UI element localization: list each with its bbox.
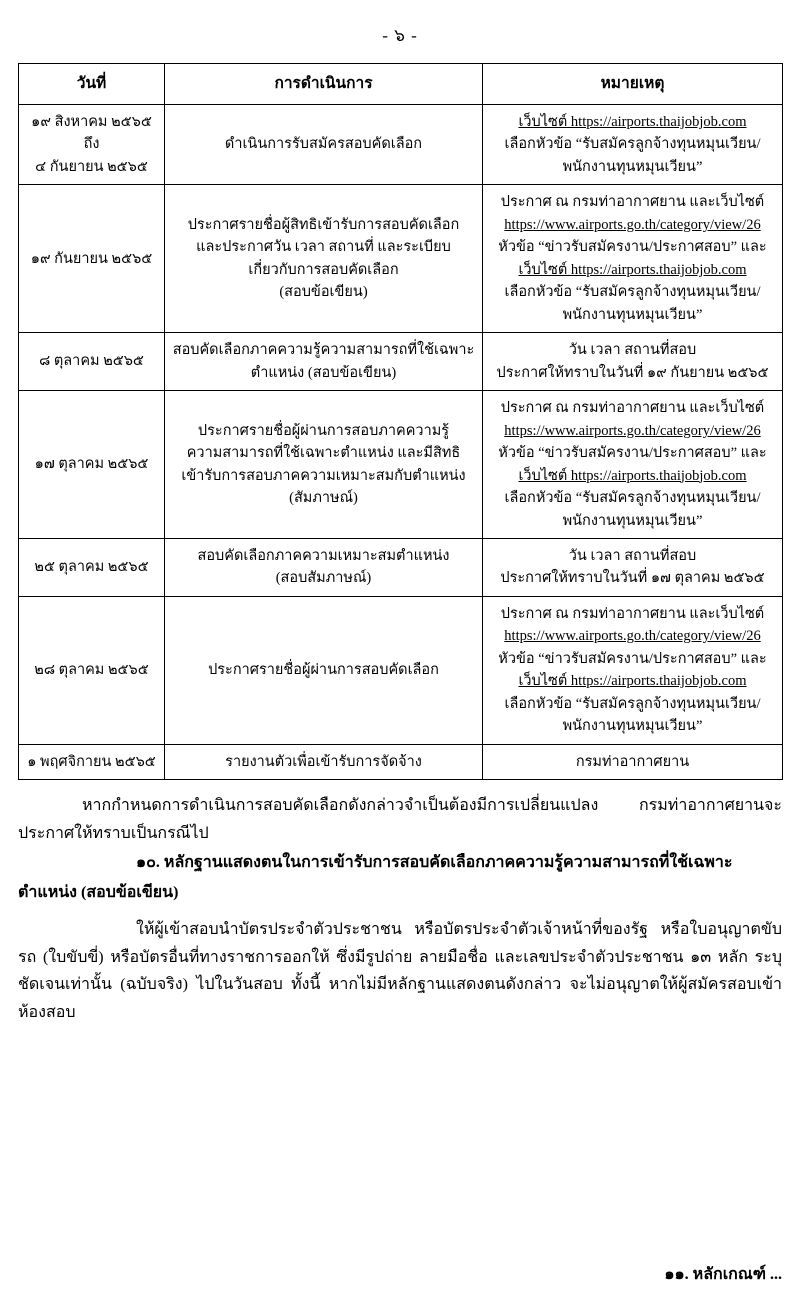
cell-note	[483, 185, 783, 333]
column-header-action: การดำเนินการ	[165, 64, 483, 105]
page-number: - ๖ -	[382, 26, 418, 45]
body-text	[18, 792, 782, 1026]
cell-date	[19, 105, 165, 185]
text-line: (สอบข้อเขียน)	[279, 284, 368, 301]
text-line: ๘ ตุลาคม ๒๕๖๕	[39, 353, 144, 370]
text-line: ๑๙ กันยายน ๒๕๖๕	[30, 250, 153, 267]
text-line: (สอบสัมภาษณ์)	[275, 570, 372, 587]
cell-action	[165, 105, 483, 185]
cell-note	[483, 391, 783, 539]
text-line: ประกาศ ณ กรมท่าอากาศยาน และเว็บไซต์	[500, 605, 765, 622]
cell-note	[483, 538, 783, 596]
table-row	[19, 391, 783, 539]
text-line: ตำแหน่ง (สอบข้อเขียน)	[250, 364, 397, 381]
text-line: วัน เวลา สถานที่สอบ	[568, 547, 697, 564]
layout-spacer	[18, 1028, 782, 1148]
note-link-line[interactable]: เว็บไซต์ https://airports.thaijobjob.com	[518, 467, 747, 484]
text-line: ๒๕ ตุลาคม ๒๕๖๕	[34, 559, 149, 576]
text-line: ๔ กันยายน ๒๕๖๕	[35, 158, 148, 175]
section-10-heading-line2: ตำแหน่ง (สอบข้อเขียน)	[18, 883, 179, 901]
text-line: วัน เวลา สถานที่สอบ	[568, 342, 697, 359]
table-row	[19, 105, 783, 185]
text-line: เลือกหัวข้อ “รับสมัครลูกจ้างทุนหมุนเวียน/	[504, 695, 761, 712]
table-row	[19, 596, 783, 744]
section-10-heading-line1: ๑๐. หลักฐานแสดงตนในการเข้ารับการสอบคัดเลือกภาคความรู้ความสามารถที่ใช้เฉพาะ	[136, 854, 733, 872]
text-line: ดำเนินการรับสมัครสอบคัดเลือก	[224, 136, 423, 153]
cell-date	[19, 391, 165, 539]
table-row	[19, 538, 783, 596]
cell-action	[165, 185, 483, 333]
text-line: ประกาศรายชื่อผู้ผ่านการสอบคัดเลือก	[208, 662, 439, 679]
note-link-line[interactable]: เว็บไซต์ https://airports.thaijobjob.com	[518, 114, 747, 131]
table-header-row	[19, 64, 783, 105]
text-line: ประกาศให้ทราบในวันที่ ๑๙ กันยายน ๒๕๖๕	[496, 364, 769, 381]
text-line: กรมท่าอากาศยาน	[575, 753, 690, 770]
text-line: พนักงานทุนหมุนเวียน”	[562, 306, 703, 323]
text-line: ๑๗ ตุลาคม ๒๕๖๕	[34, 456, 149, 473]
text-line: เลือกหัวข้อ “รับสมัครลูกจ้างทุนหมุนเวียน/	[504, 136, 761, 153]
text-line: เลือกหัวข้อ “รับสมัครลูกจ้างทุนหมุนเวียน/	[504, 490, 761, 507]
table-row	[19, 333, 783, 391]
cell-date	[19, 744, 165, 779]
note-link-line[interactable]: https://www.airports.go.th/category/view/26	[504, 628, 761, 645]
cell-note	[483, 105, 783, 185]
text-line: ๑ พฤศจิกายน ๒๕๖๕	[27, 753, 156, 770]
cell-date	[19, 185, 165, 333]
text-line: ประกาศให้ทราบในวันที่ ๑๗ ตุลาคม ๒๕๖๕	[500, 570, 765, 587]
text-line: พนักงานทุนหมุนเวียน”	[562, 718, 703, 735]
text-line: เลือกหัวข้อ “รับสมัครลูกจ้างทุนหมุนเวียน/	[504, 284, 761, 301]
text-line: หัวข้อ “ข่าวรับสมัครงาน/ประกาศสอบ” และ	[498, 650, 767, 667]
note-link-line[interactable]: https://www.airports.go.th/category/view/26	[504, 216, 761, 233]
table-row	[19, 185, 783, 333]
column-header-date: วันที่	[19, 64, 165, 105]
note-link-line[interactable]: เว็บไซต์ https://airports.thaijobjob.com	[518, 261, 747, 278]
cell-date	[19, 596, 165, 744]
paragraph-change-notice: หากกำหนดการดำเนินการสอบคัดเลือกดังกล่าวจำเป็นต้องมีการเปลี่ยนแปลง กรมท่าอากาศยานจะประกาศให้ทราบเป็นกรณีไป	[18, 797, 782, 842]
cell-action	[165, 391, 483, 539]
text-line: ประกาศรายชื่อผู้ผ่านการสอบภาคความรู้	[197, 422, 450, 439]
column-header-note: หมายเหตุ	[483, 64, 783, 105]
text-line: เกี่ยวกับการสอบคัดเลือก	[248, 261, 399, 278]
text-line: ๑๙ สิงหาคม ๒๕๖๕	[31, 114, 152, 131]
text-line: หัวข้อ “ข่าวรับสมัครงาน/ประกาศสอบ” และ	[498, 445, 767, 462]
text-line: ความสามารถที่ใช้เฉพาะตำแหน่ง และมีสิทธิ	[186, 445, 461, 462]
cell-action	[165, 538, 483, 596]
next-section-note: ๑๑. หลักเกณฑ์ ...	[664, 1266, 782, 1283]
cell-note	[483, 333, 783, 391]
paragraph-identification-documents: ให้ผู้เข้าสอบนำบัตรประจำตัวประชาชน หรือบัตรประจำตัวเจ้าหน้าที่ของรัฐ หรือใบอนุญาตขับรถ (ใบขับขี่) หรือบัตรอื่นที่ทางราชการออกให้ ซึ่งมีรูปถ่าย ลายมือชื่อ และเลขประจำตัวประชาชน ๑๓ หลัก ระบุชัดเจนเท่านั้น (ฉบับจริง) ไปในวันสอบ ทั้งนี้ หากไม่มีหลักฐานแสดงตนดังกล่าว จะไม่อนุญาตให้ผู้สมัครสอบเข้าห้องสอบ	[18, 921, 782, 1021]
cell-action	[165, 333, 483, 391]
text-line: หัวข้อ “ข่าวรับสมัครงาน/ประกาศสอบ” และ	[498, 239, 767, 256]
note-link-line[interactable]: https://www.airports.go.th/category/view/26	[504, 422, 761, 439]
text-line: ประกาศรายชื่อผู้สิทธิเข้ารับการสอบคัดเลือก	[187, 216, 460, 233]
cell-action	[165, 744, 483, 779]
cell-action	[165, 596, 483, 744]
cell-note	[483, 744, 783, 779]
cell-note	[483, 596, 783, 744]
text-line: ประกาศ ณ กรมท่าอากาศยาน และเว็บไซต์	[500, 194, 765, 211]
note-link-line[interactable]: เว็บไซต์ https://airports.thaijobjob.com	[518, 673, 747, 690]
table-row	[19, 744, 783, 779]
text-line: เข้ารับการสอบภาคความเหมาะสมกับตำแหน่ง	[181, 467, 466, 484]
text-line: (สัมภาษณ์)	[289, 490, 358, 507]
text-line: ถึง	[83, 136, 100, 153]
text-line: ประกาศ ณ กรมท่าอากาศยาน และเว็บไซต์	[500, 400, 765, 417]
text-line: สอบคัดเลือกภาคความรู้ความสามารถที่ใช้เฉพาะ	[172, 342, 475, 359]
schedule-table	[18, 63, 783, 780]
cell-date	[19, 538, 165, 596]
text-line: ๒๘ ตุลาคม ๒๕๖๕	[34, 662, 149, 679]
text-line: สอบคัดเลือกภาคความเหมาะสมตำแหน่ง	[197, 547, 450, 564]
text-line: รายงานตัวเพื่อเข้ารับการจัดจ้าง	[225, 753, 422, 770]
text-line: และประกาศวัน เวลา สถานที่ และระเบียบ	[196, 239, 451, 256]
text-line: พนักงานทุนหมุนเวียน”	[562, 512, 703, 529]
cell-date	[19, 333, 165, 391]
text-line: พนักงานทุนหมุนเวียน”	[562, 158, 703, 175]
